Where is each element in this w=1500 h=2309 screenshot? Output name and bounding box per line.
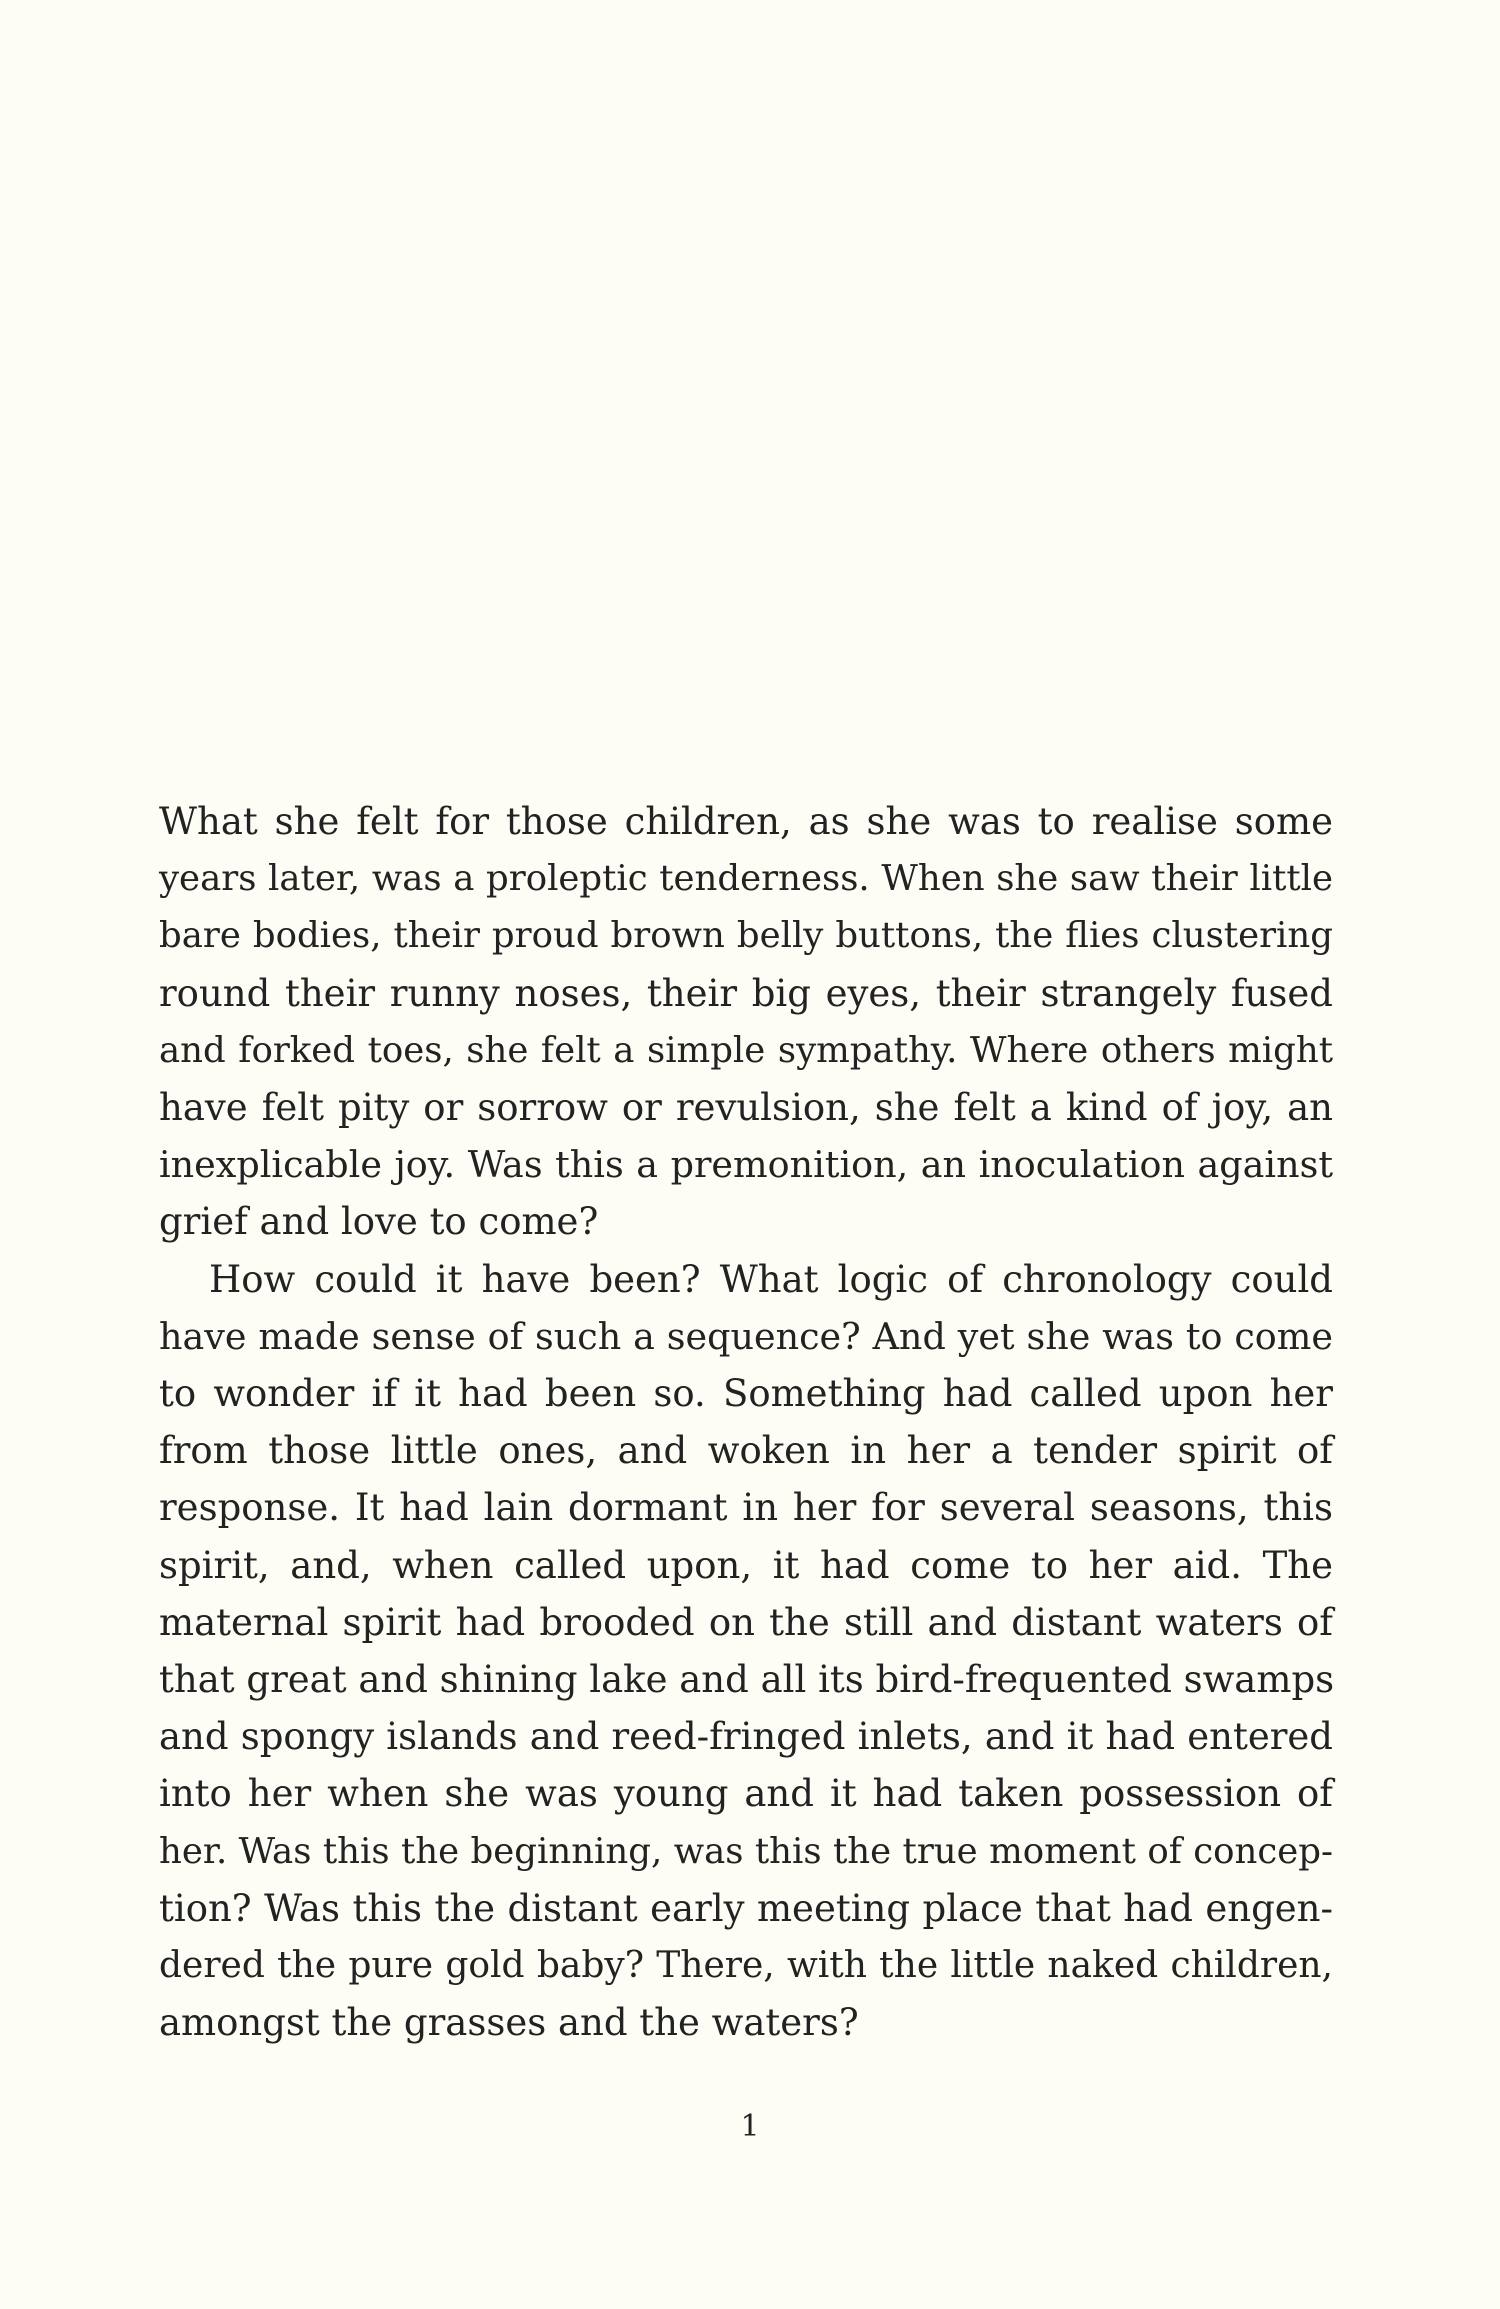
text-line: have made sense of such a sequence? And yet she was to come [159,1314,1333,1358]
text-line: tion? Was this the distant early meeting place that had engen- [159,1886,1333,1930]
text-line: round their runny noses, their big eyes, their strangely fused [159,971,1333,1015]
text-line: inexplicable joy. Was this a premonition, an inoculation against [159,1143,1333,1187]
text-line: to wonder if it had been so. Something had called upon her [159,1372,1333,1416]
text-line: bare bodies, their proud brown belly buttons, the flies clustering [159,915,1333,957]
text-line: years later, was a proleptic tenderness. When she saw their little [159,858,1333,900]
text-line: What she felt for those children, as she was to realise some [159,800,1333,843]
text-line: response. It had lain dormant in her for several seasons, this [159,1486,1333,1530]
text-line: dered the pure gold baby? There, with the little naked children, [159,1945,1333,1987]
text-line: her. Was this the beginning, was this the true moment of concep- [159,1830,1333,1872]
text-line: amongst the grasses and the waters? [159,2001,859,2045]
text-line: from those little ones, and woken in her a tender spirit of [159,1429,1333,1473]
body-text [159,793,1333,2051]
text-line: maternal spirit had brooded on the still and distant waters of [159,1600,1333,1644]
paragraph-1 [159,793,1333,1251]
paragraph-2 [159,1251,1333,2052]
text-line: have felt pity or sorrow or revulsion, she felt a kind of joy, an [159,1086,1333,1130]
text-line: and forked toes, she felt a simple sympathy. Where others might [159,1029,1333,1071]
text-line: that great and shining lake and all its bird-frequented swamps [159,1658,1335,1702]
text-line: grief and love to come? [159,1200,599,1244]
text-line: How could it have been? What logic of chronology could [209,1257,1333,1301]
text-line: into her when she was young and it had taken possession of [159,1772,1333,1816]
text-line: spirit, and, when called upon, it had come to her aid. The [159,1543,1333,1587]
page-number: 1 [740,2109,760,2144]
text-line: and spongy islands and reed-fringed inlets, and it had entered [159,1715,1333,1759]
